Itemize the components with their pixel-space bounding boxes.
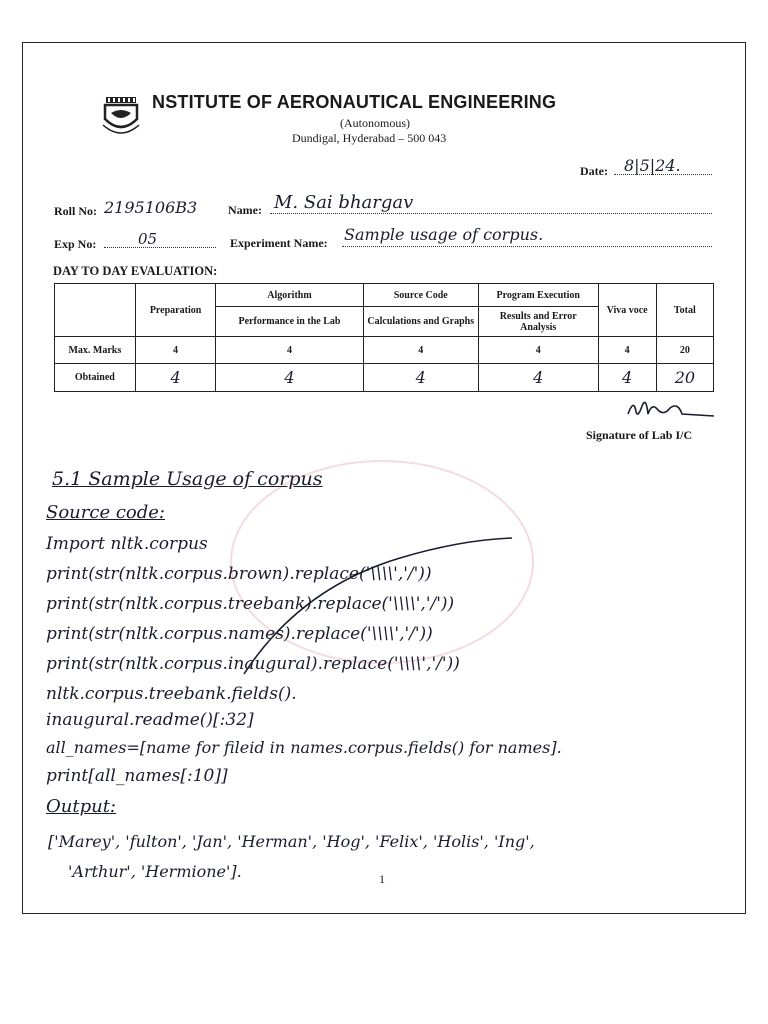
name-line [270, 213, 712, 214]
obtained-cell: 4 [216, 363, 363, 391]
code-line: nltk.corpus.treebank.fields(). [46, 684, 297, 704]
max-marks-cell: 4 [216, 337, 363, 363]
col-program-execution: Program Execution [478, 284, 598, 307]
col-viva-voce: Viva voce [598, 284, 656, 337]
output-line: 'Arthur', 'Hermione']. [68, 862, 242, 881]
max-marks-cell: 20 [656, 337, 713, 363]
obtained-cell: 4 [363, 363, 478, 391]
code-line: Import nltk.corpus [46, 534, 208, 554]
date-label: Date: [580, 164, 608, 178]
output-line: ['Marey', 'fulton', 'Jan', 'Herman', 'Hog', 'Felix', 'Holis', 'Ing', [48, 832, 535, 851]
output-label: Output: [46, 796, 116, 817]
col-total: Total [656, 284, 713, 337]
max-marks-cell: 4 [363, 337, 478, 363]
source-code-label: Source code: [46, 502, 165, 523]
code-line: inaugural.readme()[:32] [46, 710, 254, 730]
col-source-code: Source Code [363, 284, 478, 307]
page-number: 1 [379, 872, 385, 886]
row-max-marks-label: Max. Marks [55, 337, 136, 363]
autonomous-label: (Autonomous) [340, 116, 410, 130]
evaluation-section-title: DAY TO DAY EVALUATION: [53, 264, 218, 278]
experiment-name-value: Sample usage of corpus. [344, 225, 544, 244]
obtained-cell: 20 [656, 363, 713, 391]
lab-incharge-signature [620, 392, 720, 426]
col-algorithm-sub: Performance in the Lab [216, 307, 363, 337]
obtained-cell: 4 [478, 363, 598, 391]
experiment-name-label: Experiment Name: [230, 236, 328, 250]
col-source-code-sub: Calculations and Graphs [363, 307, 478, 337]
date-value: 8|5|24. [624, 156, 681, 175]
code-line: print(str(nltk.corpus.names).replace('\\\\','/')) [46, 624, 433, 644]
max-marks-cell: 4 [478, 337, 598, 363]
obtained-cell: 4 [135, 363, 216, 391]
signature-label: Signature of Lab I/C [586, 428, 693, 442]
exp-no-value: 05 [138, 230, 158, 248]
evaluation-table [54, 283, 714, 392]
col-program-execution-sub: Results and Error Analysis [478, 307, 598, 337]
code-line: print(str(nltk.corpus.brown).replace('\\\\','/')) [46, 564, 432, 584]
name-label: Name: [228, 203, 262, 217]
max-marks-cell: 4 [135, 337, 216, 363]
institute-logo-icon [100, 95, 142, 139]
name-value: M. Sai bhargav [274, 192, 414, 213]
row-obtained-label: Obtained [55, 363, 136, 391]
roll-no-label: Roll No: [54, 204, 97, 218]
code-line: print(str(nltk.corpus.inaugural).replace('\\\\','/')) [46, 654, 460, 674]
col-algorithm: Algorithm [216, 284, 363, 307]
col-preparation: Preparation [135, 284, 216, 337]
obtained-cell: 4 [598, 363, 656, 391]
max-marks-cell: 4 [598, 337, 656, 363]
institute-name: NSTITUTE OF AERONAUTICAL ENGINEERING [152, 92, 557, 112]
header-blank-cell [55, 284, 136, 337]
code-line: all_names=[name for fileid in names.corpus.fields() for names]. [46, 738, 562, 757]
roll-no-value: 2195106B3 [104, 198, 198, 217]
notes-heading: 5.1 Sample Usage of corpus [52, 468, 323, 490]
exp-no-label: Exp No: [54, 237, 97, 251]
code-line: print(str(nltk.corpus.treebank).replace('\\\\','/')) [46, 594, 455, 614]
experiment-name-line [342, 246, 712, 247]
code-line: print[all_names[:10]] [46, 766, 228, 786]
exp-no-line [104, 247, 216, 248]
pen-stroke [240, 528, 520, 678]
institute-address: Dundigal, Hyderabad – 500 043 [292, 131, 447, 145]
